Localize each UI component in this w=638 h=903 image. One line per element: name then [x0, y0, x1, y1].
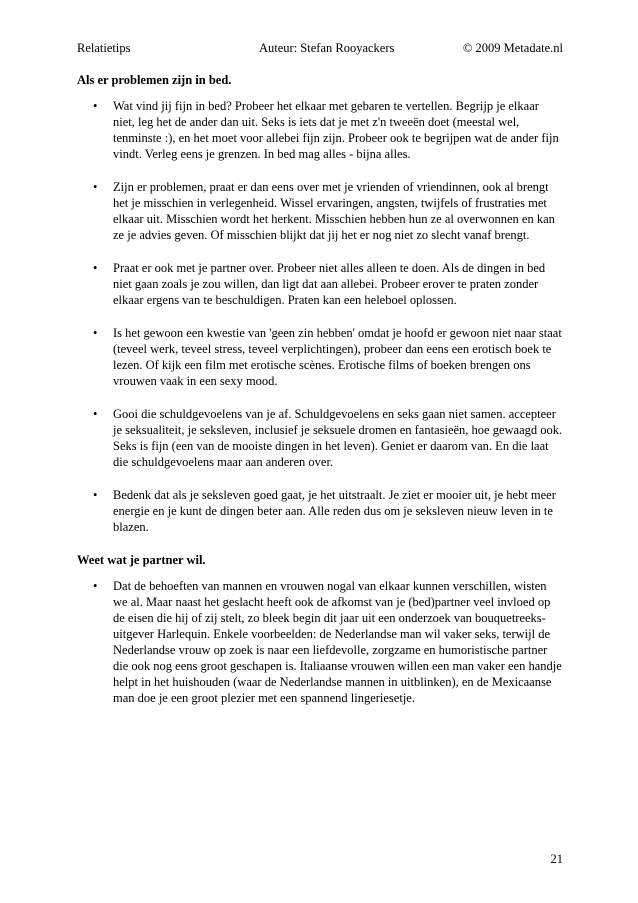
bullet-list	[77, 98, 563, 535]
header-copyright: © 2009 Metadate.nl	[462, 41, 563, 55]
header-author: Auteur: Stefan Rooyackers	[259, 41, 395, 55]
bullet-list	[77, 578, 563, 706]
list-item-text: Praat er ook met je partner over. Probeer niet alles alleen te doen. Als de dingen in bed niet gaan zoals je zou willen, dan ligt dat aan allebei. Probeer erover te praten zonder elkaar ergens van te beschuldigen. Praten kan een heleboel oplossen.	[113, 261, 546, 307]
bullet-icon: •	[93, 326, 98, 340]
bullet-icon: •	[93, 180, 98, 194]
section-heading: Als er problemen zijn in bed.	[77, 73, 232, 87]
header-title: Relatietips	[77, 41, 131, 55]
page-content	[77, 72, 563, 723]
bullet-icon: •	[93, 488, 98, 502]
list-item-text: Gooi die schuldgevoelens van je af. Schuldgevoelens en seks gaan niet samen. accepteer je seksualiteit, je seksleven, inclusief je seksuele dromen en fantasieën, hoe gewaagd ook. Seks is fijn (een van de mooiste dingen in het leven). Geniet er daarom van. En die laat die schuldgevoelens maar aan anderen over.	[113, 407, 563, 469]
bullet-icon: •	[93, 99, 98, 113]
list-item	[77, 98, 563, 162]
list-item	[77, 487, 563, 535]
list-item	[77, 578, 563, 706]
page-header	[77, 40, 563, 56]
list-item-text: Bedenk dat als je seksleven goed gaat, je het uitstraalt. Je ziet er mooier uit, je hebt meer energie en je kunt de dingen beter aan. Alle reden dus om je seksleven nieuw leven in te blazen.	[113, 488, 556, 534]
list-item	[77, 179, 563, 243]
list-item	[77, 325, 563, 389]
bullet-icon: •	[93, 407, 98, 421]
list-item-text: Zijn er problemen, praat er dan eens over met je vrienden of vriendinnen, ook al brengt het je misschien in verlegenheid. Wissel ervaringen, angsten, twijfels of frustraties met elkaar uit. Misschien wordt het herkent. Misschien hebben hun ze al overwonnen en kan ze je advies geven. Of misschien blijkt dat jij het er nog niet zo slecht vanaf brengt.	[113, 180, 555, 242]
list-item-text: Is het gewoon een kwestie van 'geen zin hebben' omdat je hoofd er gewoon niet naar staat (teveel werk, teveel stress, teveel verplichtingen), probeer dan eens een erotisch boek te lezen. Of kijk een film met erotische scènes. Erotische films of boeken brengen ons vrouwen vaak in een sexy mood.	[113, 326, 562, 388]
list-item	[77, 406, 563, 470]
list-item-text: Wat vind jij fijn in bed? Probeer het elkaar met gebaren te vertellen. Begrijp je elkaar niet, leg het de ander dan uit. Seks is iets dat je met z'n tweeën doet (meestal wel, tenminste :), en het moet voor allebei fijn zijn. Probeer ook te begrijpen wat de ander fijn vindt. Verleg eens je grenzen. In bed mag alles - bijna alles.	[113, 99, 559, 161]
page-number: 21	[550, 852, 563, 866]
section-heading: Weet wat je partner wil.	[77, 553, 206, 567]
list-item	[77, 260, 563, 308]
bullet-icon: •	[93, 261, 98, 275]
list-item-text: Dat de behoeften van mannen en vrouwen nogal van elkaar kunnen verschillen, wisten we al. Maar naast het geslacht heeft ook de afkomst van je (bed)partner veel invloed op de eisen die hij of zij stelt, zo bleek begin dit jaar uit een onderzoek van bouquetreeks-uitgever Harlequin. Enkele voorbeelden: de Nederlandse man wil vaker seks, terwijl de Nederlandse vrouw op zoek is naar een liefdevolle, zorgzame en humoristische partner die ook nog eens groot geschapen is. Italiaanse vrouwen willen een man vaker een handje helpt in het huishouden (waar de Nederlandse mannen in uitblinken), en de Mexicaanse man doe je een groot plezier met een spannend lingeriesetje.	[113, 579, 562, 705]
bullet-icon: •	[93, 579, 98, 593]
